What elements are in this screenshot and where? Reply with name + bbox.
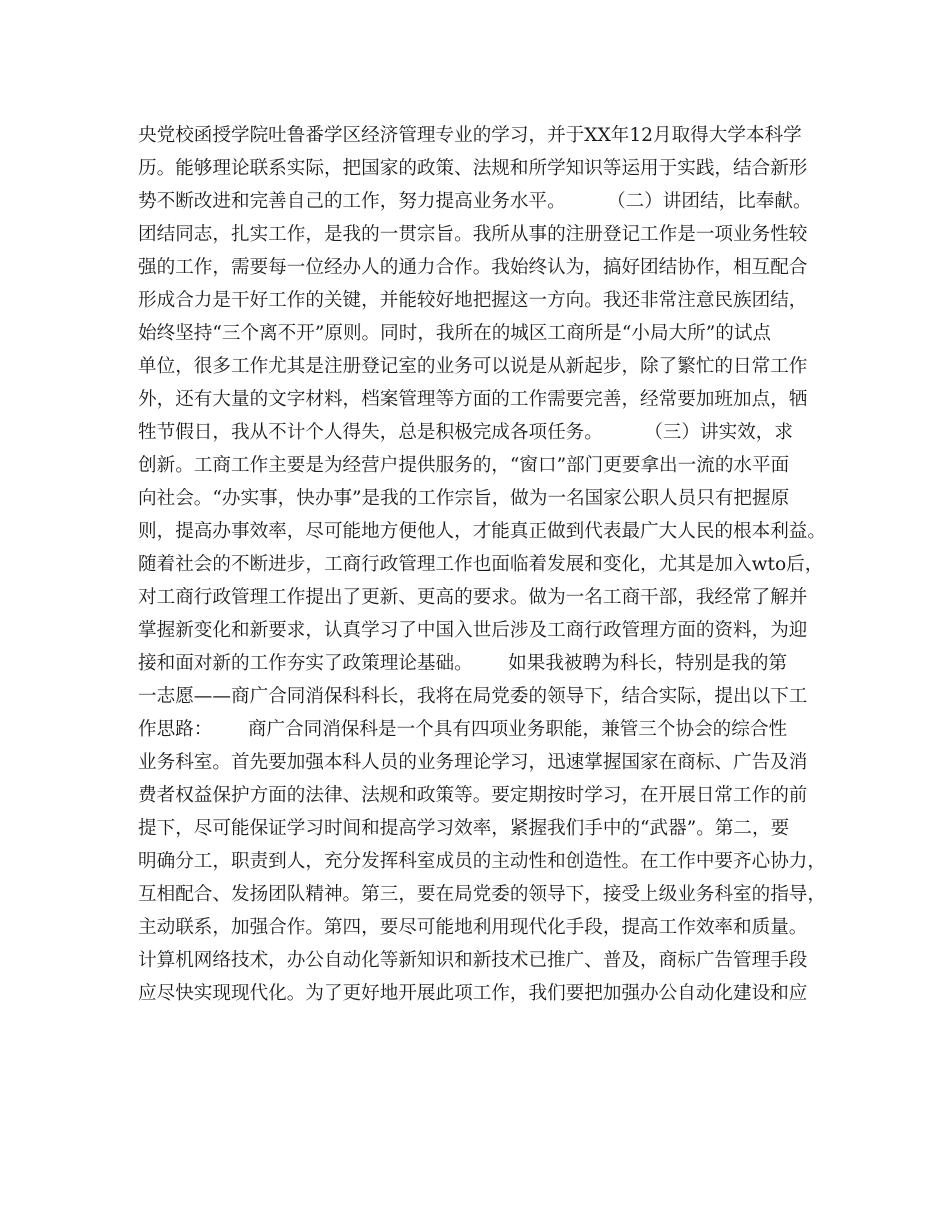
text-line: 一志愿——商广合同消保科科长，我将在局党委的领导下，结合实际，提出以下工 — [138, 686, 808, 707]
text-line: 应尽快实现现代化。为了更好地开展此项工作，我们要把加强办公自动化建设和应 — [138, 983, 808, 1004]
text-line: 费者权益保护方面的法律、法规和政策等。要定期按时学习，在开展日常工作的前 — [138, 785, 808, 806]
text-line: 始终坚持“三个离不开”原则。同时，我所在的城区工商所是“小局大所”的试点 — [138, 323, 772, 344]
text-line: 央党校函授学院吐鲁番学区经济管理专业的学习，并于XX年12月取得大学本科学 — [138, 125, 802, 146]
text-line: 单位，很多工作尤其是注册登记室的业务可以说是从新起步，除了繁忙的日常工作 — [138, 356, 808, 377]
text-line: 势不断改进和完善自己的工作，努力提高业务水平。 （二）讲团结，比奉献。 — [138, 191, 812, 212]
text-line: 接和面对新的工作夯实了政策理论基础。 如果我被聘为科长，特别是我的第 — [138, 653, 788, 674]
text-line: 强的工作，需要每一位经办人的通力合作。我始终认为，搞好团结协作，相互配合 — [138, 257, 808, 278]
text-line: 历。能够理论联系实际，把国家的政策、法规和所学知识等运用于实践，结合新形 — [138, 158, 808, 179]
text-line: 外，还有大量的文字材料，档案管理等方面的工作需要完善，经常要加班加点，牺 — [138, 389, 808, 410]
text-line: 明确分工，职责到人，充分发挥科室成员的主动性和创造性。在工作中要齐心协力， — [138, 851, 826, 872]
text-line: 提下，尽可能保证学习时间和提高学习效率，紧握我们手中的“武器”。第二，要 — [138, 818, 790, 839]
text-line: 则，提高办事效率，尽可能地方便他人，才能真正做到代表最广大人民的根本利益。 — [138, 521, 826, 542]
text-line: 创新。工商工作主要是为经营户提供服务的，“窗口”部门更要拿出一流的水平面 — [138, 455, 790, 476]
body-text — [138, 119, 828, 1010]
text-line: 业务科室。首先要加强本科人员的业务理论学习，迅速掌握国家在商标、广告及消 — [138, 752, 808, 773]
text-line: 向社会。“办实事，快办事”是我的工作宗旨，做为一名国家公职人员只有把握原 — [138, 488, 790, 509]
text-line: 团结同志，扎实工作，是我的一贯宗旨。我所从事的注册登记工作是一项业务性较 — [138, 224, 808, 245]
text-line: 计算机网络技术，办公自动化等新知识和新技术已推广、普及，商标广告管理手段 — [138, 950, 808, 971]
text-line: 主动联系，加强合作。第四，要尽可能地利用现代化手段，提高工作效率和质量。 — [138, 917, 808, 938]
text-line: 牲节假日，我从不计个人得失，总是积极完成各项任务。 （三）讲实效，求 — [138, 422, 793, 443]
text-line: 对工商行政管理工作提出了更新、更高的要求。做为一名工商干部，我经常了解并 — [138, 587, 808, 608]
text-line: 互相配合、发扬团队精神。第三，要在局党委的领导下，接受上级业务科室的指导， — [138, 884, 826, 905]
text-line: 形成合力是干好工作的关键，并能较好地把握这一方向。我还非常注意民族团结， — [138, 290, 808, 311]
text-line: 掌握新变化和新要求，认真学习了中国入世后涉及工商行政管理方面的资料，为迎 — [138, 620, 808, 641]
text-line: 随着社会的不断进步，工商行政管理工作也面临着发展和变化，尤其是加入wto后， — [138, 554, 824, 575]
text-line: 作思路： 商广合同消保科是一个具有四项业务职能，兼管三个协会的综合性 — [138, 719, 788, 740]
